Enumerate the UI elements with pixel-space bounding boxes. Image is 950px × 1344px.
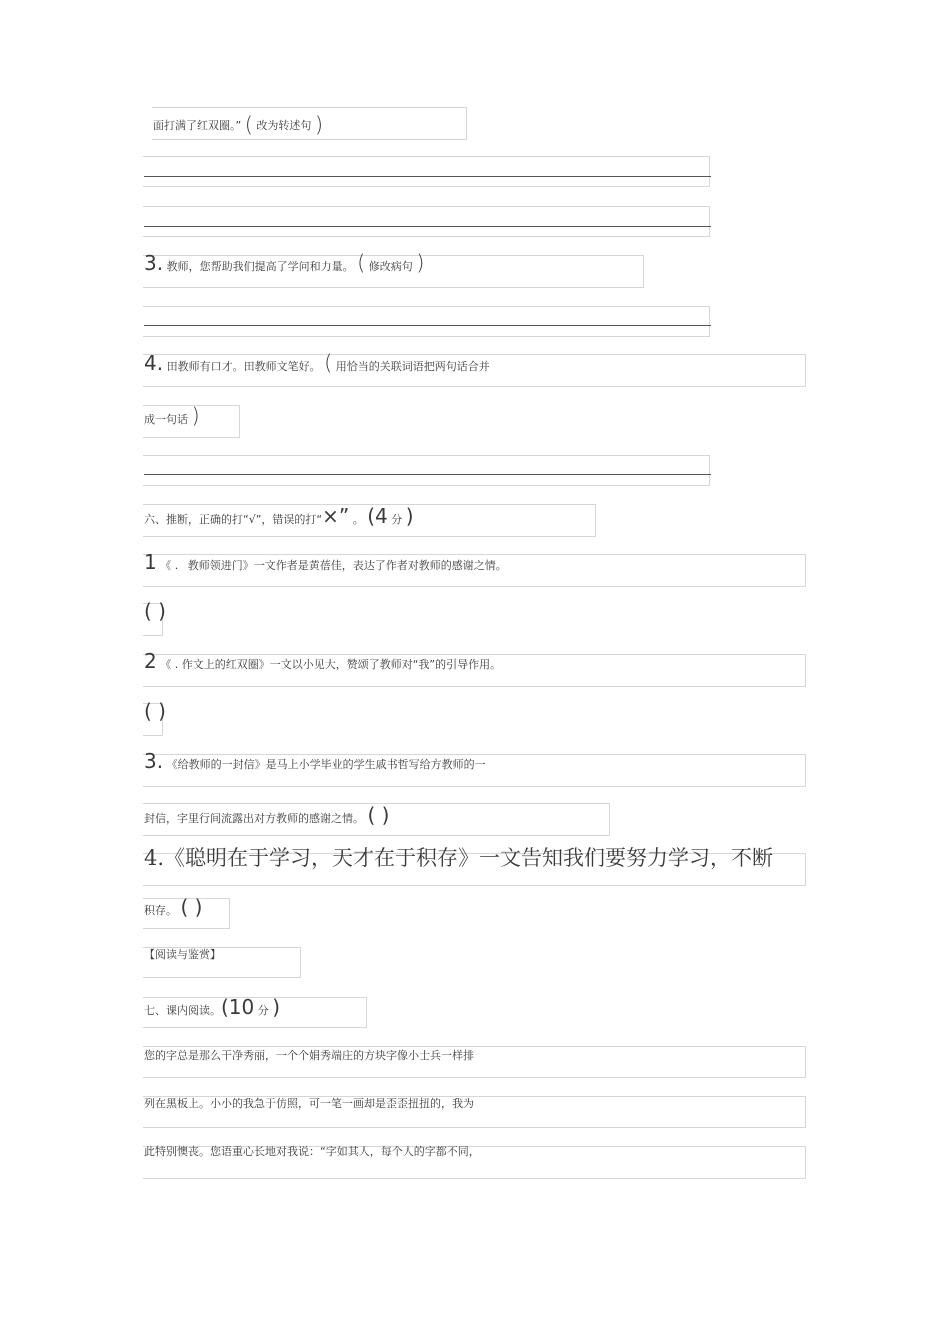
paren-close: ) [416, 251, 425, 275]
sentence-line [153, 115, 323, 136]
book-quote: 《 . [160, 658, 179, 671]
reading-line: 列在黑板上。小小的我急于仿照，可一笔一画却是歪歪扭扭的，我为 [144, 1097, 474, 1110]
score-value: (10 [221, 995, 255, 1019]
question-number: 3. [144, 251, 164, 275]
paren-close: ) [191, 404, 200, 428]
instruction-text: 用恰当的关联词语把两句话合并 [335, 360, 490, 373]
judgement-3-cont [144, 805, 389, 825]
reading-line: 您的字总是那么干净秀丽，一个个娟秀端庄的方块字像小士兵一样排 [144, 1049, 474, 1062]
answer-box [143, 306, 710, 337]
answer-line [144, 226, 711, 227]
paren-open: ( [357, 251, 366, 275]
score-unit: 分 [257, 1004, 269, 1017]
judgement-text: 积存。 [144, 904, 177, 917]
judgement-text: 教师领进门》一文作者是黄蓓佳，表达了作者对教师的感谢之情。 [187, 559, 507, 572]
question-4-cont [144, 406, 200, 427]
section-6-title [144, 506, 414, 526]
question-text: 田教师有口才。田教师文笔好。 [166, 360, 321, 373]
book-quote: 《 . [160, 559, 179, 572]
paren-open: ( [324, 351, 333, 375]
paren-close: ) [272, 995, 281, 1019]
judgement-2 [144, 651, 501, 671]
paren-close: ) [405, 504, 414, 528]
answer-paren[interactable]: ( ) [144, 599, 166, 623]
answer-box [143, 206, 710, 237]
reading-line: 此特别懊丧。您语重心长地对我说：“字如其人，每个人的字都不同， [144, 1145, 480, 1158]
score-value: (4 [367, 504, 388, 528]
judgement-text: 封信，字里行间流露出对方教师的感谢之情。 [144, 812, 364, 825]
judgement-3 [144, 751, 486, 771]
section-text: 七、课内阅读。 [144, 1004, 221, 1017]
reading-heading: 【阅读与鉴赏】 [144, 948, 221, 961]
question-3 [144, 253, 425, 274]
judgement-4: 4.《聪明在于学习，天才在于积存》一文告知我们要努力学习，不断 [144, 846, 774, 870]
answer-line [144, 474, 711, 475]
sentence-text: 面打满了红双圈。” [153, 119, 242, 132]
section-7-title [144, 997, 280, 1017]
item-number: 2 [144, 649, 157, 673]
paren-open: ( [244, 113, 253, 137]
cross-mark: ×” [322, 504, 350, 528]
question-text: 教师，您帮助我们提高了学问和力量。 [166, 260, 354, 273]
item-number: 1 [144, 550, 157, 574]
answer-paren[interactable]: ( ) [367, 803, 390, 827]
item-number: 3. [144, 749, 164, 773]
period: 。 [352, 513, 364, 526]
score-unit: 分 [391, 513, 403, 526]
judgement-text: 《给教师的一封信》是马上小学毕业的学生戚书哲写给方教师的一 [166, 758, 486, 771]
instruction-text: 修改病句 [368, 260, 413, 273]
answer-line [144, 176, 711, 177]
answer-line [144, 325, 711, 326]
instruction-text: 成一句话 [144, 413, 188, 426]
question-number: 4. [144, 351, 164, 375]
judgement-4-cont [144, 897, 202, 917]
answer-box [143, 156, 710, 187]
paren-close: ) [314, 113, 324, 137]
answer-paren[interactable]: ( ) [144, 699, 166, 723]
instruction-text: 改为转述句 [256, 119, 312, 132]
answer-box [143, 455, 710, 486]
question-4 [144, 353, 490, 374]
judgement-1 [144, 552, 507, 572]
section-text: 六、推断，正确的打“√”，错误的打“ [144, 513, 323, 526]
answer-paren[interactable]: ( ) [180, 895, 203, 919]
judgement-text: 作文上的红双圈》一文以小见大，赞颂了教师对“我”的引导作用。 [181, 658, 502, 671]
